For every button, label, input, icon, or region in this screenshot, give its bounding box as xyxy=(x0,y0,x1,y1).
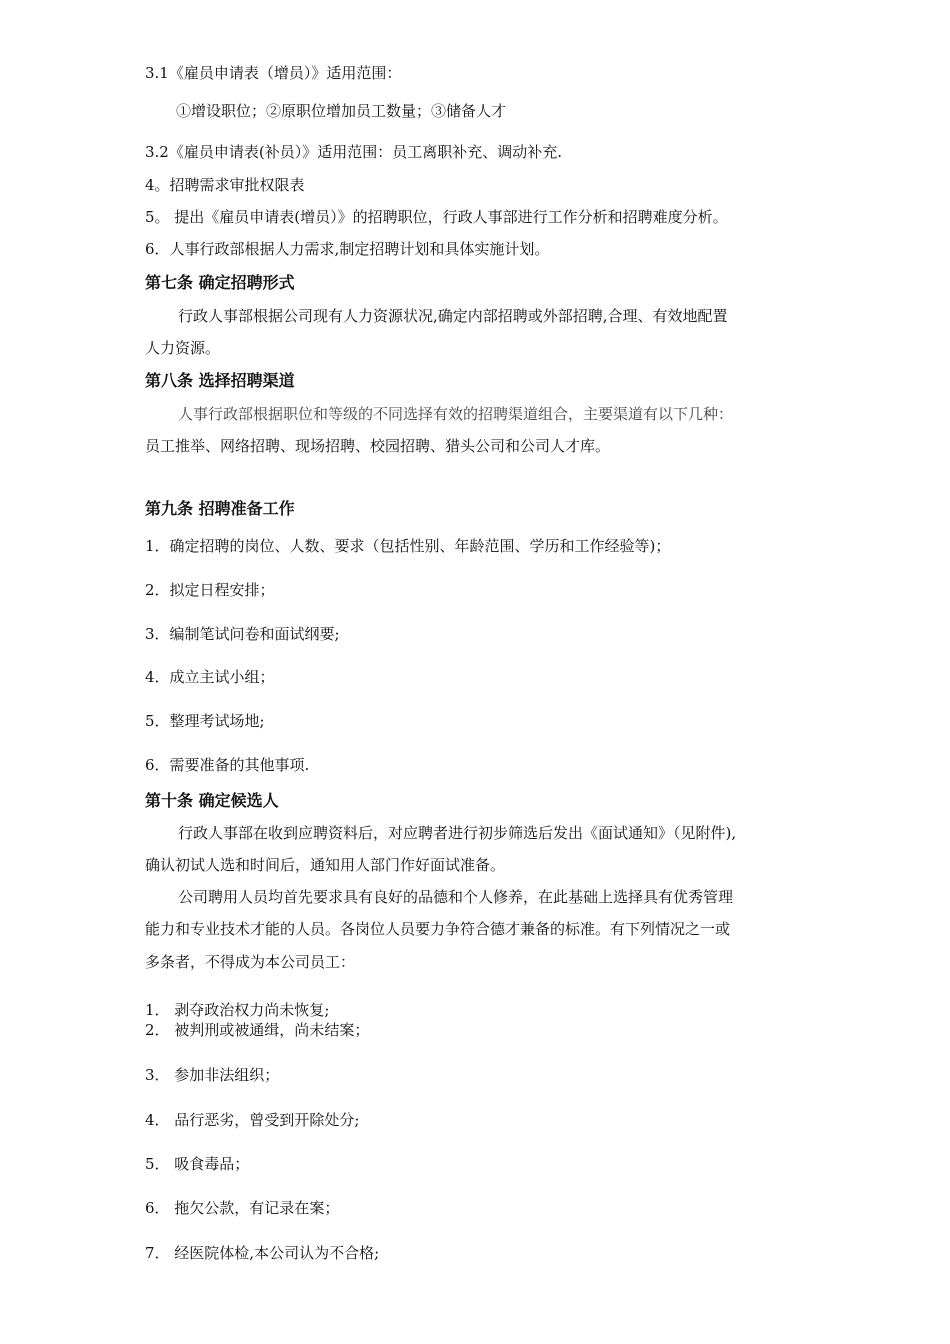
article10-para2-line3: 多条者，不得成为本公司员工： xyxy=(145,953,356,971)
article10-para1-line1: 行政人事部在收到应聘资料后，对应聘者进行初步筛选后发出《面试通知》（见附件), xyxy=(178,824,737,842)
article7-title: 第七条 确定招聘形式 xyxy=(145,273,295,292)
article9-title: 第九条 招聘准备工作 xyxy=(145,499,295,518)
article9-item-2: 2．拟定日程安排； xyxy=(145,581,275,599)
article10-para1-line2: 确认初试人选和时间后，通知用人部门作好面试准备。 xyxy=(145,856,506,874)
article9-item-3: 3．编制笔试问卷和面试纲要; xyxy=(145,625,340,643)
article9-item-5: 5．整理考试场地; xyxy=(145,712,265,730)
item-3-2: 3.2《雇员申请表(补员）》适用范围：员工离职补充、调动补充. xyxy=(145,143,562,161)
article10-item-2: 2． 被判刑或被通缉，尚未结案； xyxy=(145,1021,370,1039)
article9-item-1: 1．确定招聘的岗位、人数、要求（包括性别、年龄范围、学历和工作经验等)； xyxy=(145,537,671,555)
item-5: 5。 提出《雇员申请表(增员）》的招聘职位，行政人事部进行工作分析和招聘难度分析。 xyxy=(145,208,728,226)
item-6: 6．人事行政部根据人力需求,制定招聘计划和具体实施计划。 xyxy=(145,240,550,258)
article7-paragraph-line1: 行政人事部根据公司现有人力资源状况,确定内部招聘或外部招聘,合理、有效地配置 xyxy=(178,307,728,325)
article10-title: 第十条 确定候选人 xyxy=(145,791,279,810)
article10-item-6: 6． 拖欠公款，有记录在案； xyxy=(145,1199,340,1217)
article10-item-7: 7． 经医院体检,本公司认为不合格; xyxy=(145,1244,380,1262)
item-4: 4。招聘需求审批权限表 xyxy=(145,176,305,194)
article10-item-1: 1． 剥夺政治权力尚未恢复; xyxy=(145,1001,330,1019)
article9-item-6: 6．需要准备的其他事项. xyxy=(145,756,310,774)
item-3-1-detail: ①增设职位；②原职位增加员工数量；③储备人才 xyxy=(176,102,507,120)
article10-item-3: 3． 参加非法组织； xyxy=(145,1066,280,1084)
article10-para2-line2: 能力和专业技术才能的人员。各岗位人员要力争符合德才兼备的标准。有下列情况之一或 xyxy=(145,920,731,938)
article9-item-4: 4．成立主试小组； xyxy=(145,668,275,686)
article8-title: 第八条 选择招聘渠道 xyxy=(145,371,295,390)
item-3-1: 3.1《雇员申请表（增员）》适用范围： xyxy=(145,64,402,82)
article7-paragraph-line2: 人力资源。 xyxy=(145,339,221,357)
article10-item-5: 5． 吸食毒品； xyxy=(145,1155,250,1173)
article8-paragraph-line2: 员工推举、网络招聘、现场招聘、校园招聘、猎头公司和公司人才库。 xyxy=(145,437,611,455)
article10-para2-line1: 公司聘用人员均首先要求具有良好的品德和个人修养，在此基础上选择具有优秀管理 xyxy=(178,888,734,906)
article8-paragraph-line1: 人事行政部根据职位和等级的不同选择有效的招聘渠道组合，主要渠道有以下几种： xyxy=(178,405,734,423)
article10-item-4: 4． 品行恶劣，曾受到开除处分; xyxy=(145,1111,360,1129)
